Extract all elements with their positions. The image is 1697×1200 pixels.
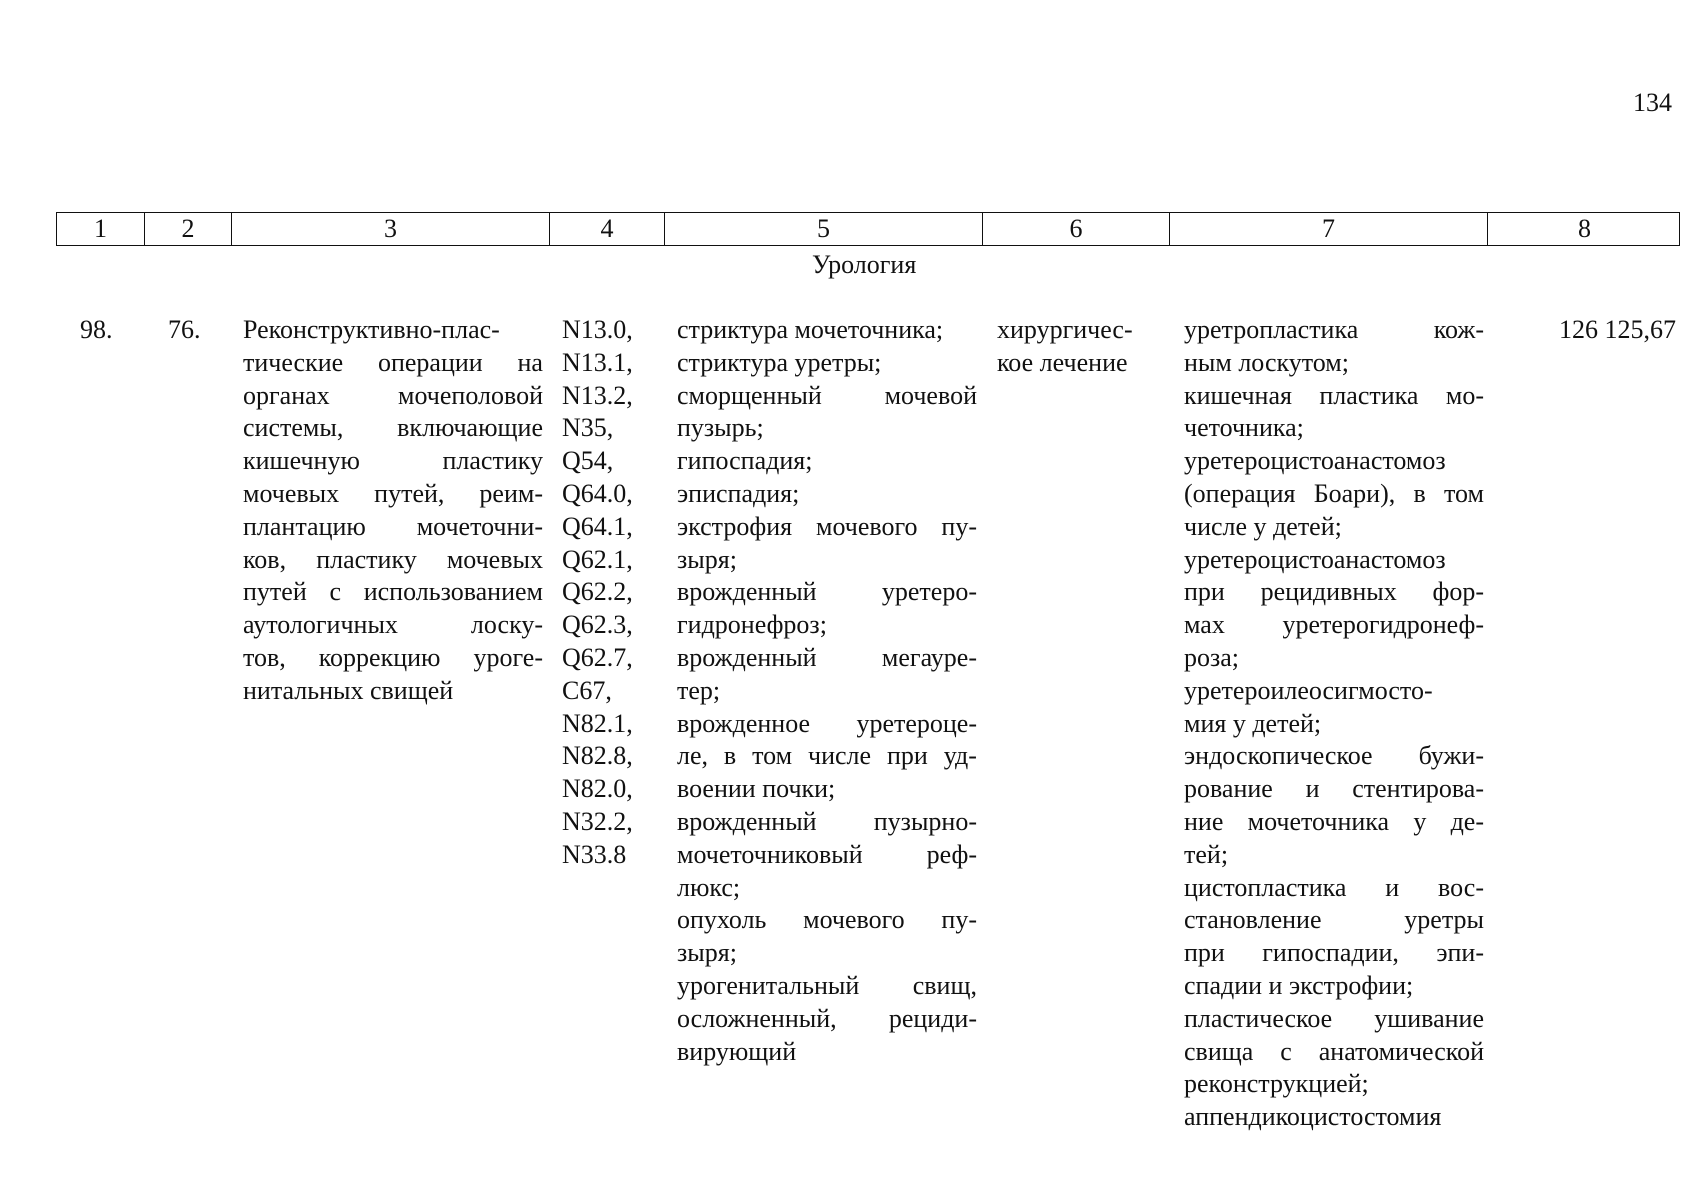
text-line: мочевых путей, реим- bbox=[243, 478, 543, 508]
text-line: мия у детей; bbox=[1184, 708, 1322, 738]
text-line: Q64.1, bbox=[562, 511, 633, 541]
section-title: Урология bbox=[812, 250, 917, 279]
text-line: Q62.7, bbox=[562, 642, 633, 672]
text-line: плантацию мочеточни- bbox=[243, 511, 543, 541]
text-line: N35, bbox=[562, 413, 614, 443]
text-line: стриктура мочеточника; bbox=[677, 315, 944, 344]
method-cell bbox=[1184, 314, 1484, 1134]
text-line: тер; bbox=[677, 675, 721, 705]
text-line: врожденный уретеро- bbox=[677, 577, 977, 607]
text-line: врожденный пузырно- bbox=[677, 806, 977, 836]
header-col-5: 5 bbox=[665, 213, 983, 245]
text-line: ние мочеточника у де- bbox=[1184, 806, 1484, 836]
text-line: N13.0, bbox=[562, 315, 633, 344]
text-line: тов, коррекцию уроге- bbox=[243, 642, 543, 672]
text-line: при рецидивных фор- bbox=[1184, 577, 1484, 607]
header-col-7: 7 bbox=[1170, 213, 1488, 245]
text-line: зыря; bbox=[677, 544, 737, 574]
text-line: Q62.3, bbox=[562, 610, 633, 640]
text-line: хирургичес- bbox=[997, 315, 1133, 344]
text-line: N13.1, bbox=[562, 347, 633, 377]
text-line: сморщенный мочевой bbox=[677, 380, 977, 410]
text-line: цистопластика и вос- bbox=[1184, 872, 1484, 902]
text-line: свища с анатомической bbox=[1184, 1036, 1484, 1066]
text-line: путей с использованием bbox=[243, 577, 543, 607]
treatment-cell bbox=[997, 314, 1172, 380]
text-line: уретероцистоанастомоз bbox=[1184, 544, 1446, 574]
text-line: кое лечение bbox=[997, 347, 1128, 377]
text-line: ле, в том числе при уд- bbox=[677, 741, 977, 771]
text-line: люкс; bbox=[677, 872, 741, 902]
text-line: гидронефроз; bbox=[677, 610, 827, 640]
text-line: N13.2, bbox=[562, 380, 633, 410]
header-col-4: 4 bbox=[550, 213, 665, 245]
header-col-6: 6 bbox=[983, 213, 1170, 245]
text-line: нитальных свищей bbox=[243, 675, 454, 705]
text-line: числе у детей; bbox=[1184, 511, 1342, 541]
text-line: Q64.0, bbox=[562, 478, 633, 508]
text-line: Реконструктивно-плас- bbox=[243, 315, 500, 344]
text-line: Q62.1, bbox=[562, 544, 633, 574]
header-col-1: 1 bbox=[57, 213, 145, 245]
text-line: воении почки; bbox=[677, 774, 836, 804]
cost-cell: 126 125,67 bbox=[1559, 315, 1676, 344]
text-line: системы, включающие bbox=[243, 413, 543, 443]
header-col-2: 2 bbox=[145, 213, 232, 245]
table-header-row bbox=[56, 212, 1680, 246]
text-line: N33.8 bbox=[562, 839, 627, 869]
procedure-cell bbox=[243, 314, 543, 708]
header-col-3: 3 bbox=[232, 213, 550, 245]
text-line: N82.1, bbox=[562, 708, 633, 738]
text-line: мах уретерогидронеф- bbox=[1184, 610, 1484, 640]
text-line: четочника; bbox=[1184, 413, 1304, 443]
text-line: рование и стентирова- bbox=[1184, 774, 1484, 804]
text-line: уретропластика кож- bbox=[1184, 315, 1484, 344]
text-line: при гипоспадии, эпи- bbox=[1184, 938, 1484, 968]
text-line: осложненный, рециди- bbox=[677, 1003, 977, 1033]
text-line: реконструкцией; bbox=[1184, 1069, 1369, 1099]
diagnosis-cell bbox=[677, 314, 977, 1068]
text-line: мочеточниковый реф- bbox=[677, 839, 977, 869]
text-line: уретероилеосигмосто- bbox=[1184, 675, 1433, 705]
text-line: спадии и экстрофии; bbox=[1184, 970, 1414, 1000]
text-line: кишечная пластика мо- bbox=[1184, 380, 1484, 410]
text-line: роза; bbox=[1184, 642, 1240, 672]
page-number: 134 bbox=[1633, 88, 1672, 117]
text-line: гипоспадия; bbox=[677, 446, 813, 476]
text-line: урогенитальный свищ, bbox=[677, 970, 977, 1000]
text-line: аутологичных лоску- bbox=[243, 610, 543, 640]
text-line: ным лоскутом; bbox=[1184, 347, 1349, 377]
text-line: кишечную пластику bbox=[243, 446, 543, 476]
text-line: тические операции на bbox=[243, 347, 543, 377]
text-line: пузырь; bbox=[677, 413, 764, 443]
text-line: Q62.2, bbox=[562, 577, 633, 607]
text-line: врожденный мегауре- bbox=[677, 642, 977, 672]
text-line: уретероцистоанастомоз bbox=[1184, 446, 1446, 476]
text-line: становление уретры bbox=[1184, 905, 1484, 935]
header-col-8: 8 bbox=[1578, 214, 1591, 243]
text-line: (операция Боари), в том bbox=[1184, 478, 1484, 508]
text-line: аппендикоцистостомия bbox=[1184, 1102, 1442, 1132]
row-group-number: 76. bbox=[168, 315, 201, 344]
text-line: эписпадия; bbox=[677, 478, 800, 508]
text-line: N32.2, bbox=[562, 806, 633, 836]
text-line: эндоскопическое бужи- bbox=[1184, 741, 1484, 771]
text-line: пластическое ушивание bbox=[1184, 1003, 1484, 1033]
text-line: ков, пластику мочевых bbox=[243, 544, 543, 574]
text-line: тей; bbox=[1184, 839, 1229, 869]
text-line: органах мочеполовой bbox=[243, 380, 543, 410]
text-line: опухоль мочевого пу- bbox=[677, 905, 977, 935]
text-line: C67, bbox=[562, 675, 612, 705]
text-line: экстрофия мочевого пу- bbox=[677, 511, 977, 541]
text-line: Q54, bbox=[562, 446, 614, 476]
text-line: стриктура уретры; bbox=[677, 347, 882, 377]
row-number: 98. bbox=[80, 315, 113, 344]
text-line: врожденное уретероце- bbox=[677, 708, 977, 738]
text-line: вирующий bbox=[677, 1036, 797, 1066]
text-line: N82.8, bbox=[562, 741, 633, 771]
text-line: зыря; bbox=[677, 938, 737, 968]
text-line: N82.0, bbox=[562, 774, 633, 804]
codes-cell bbox=[562, 314, 662, 872]
